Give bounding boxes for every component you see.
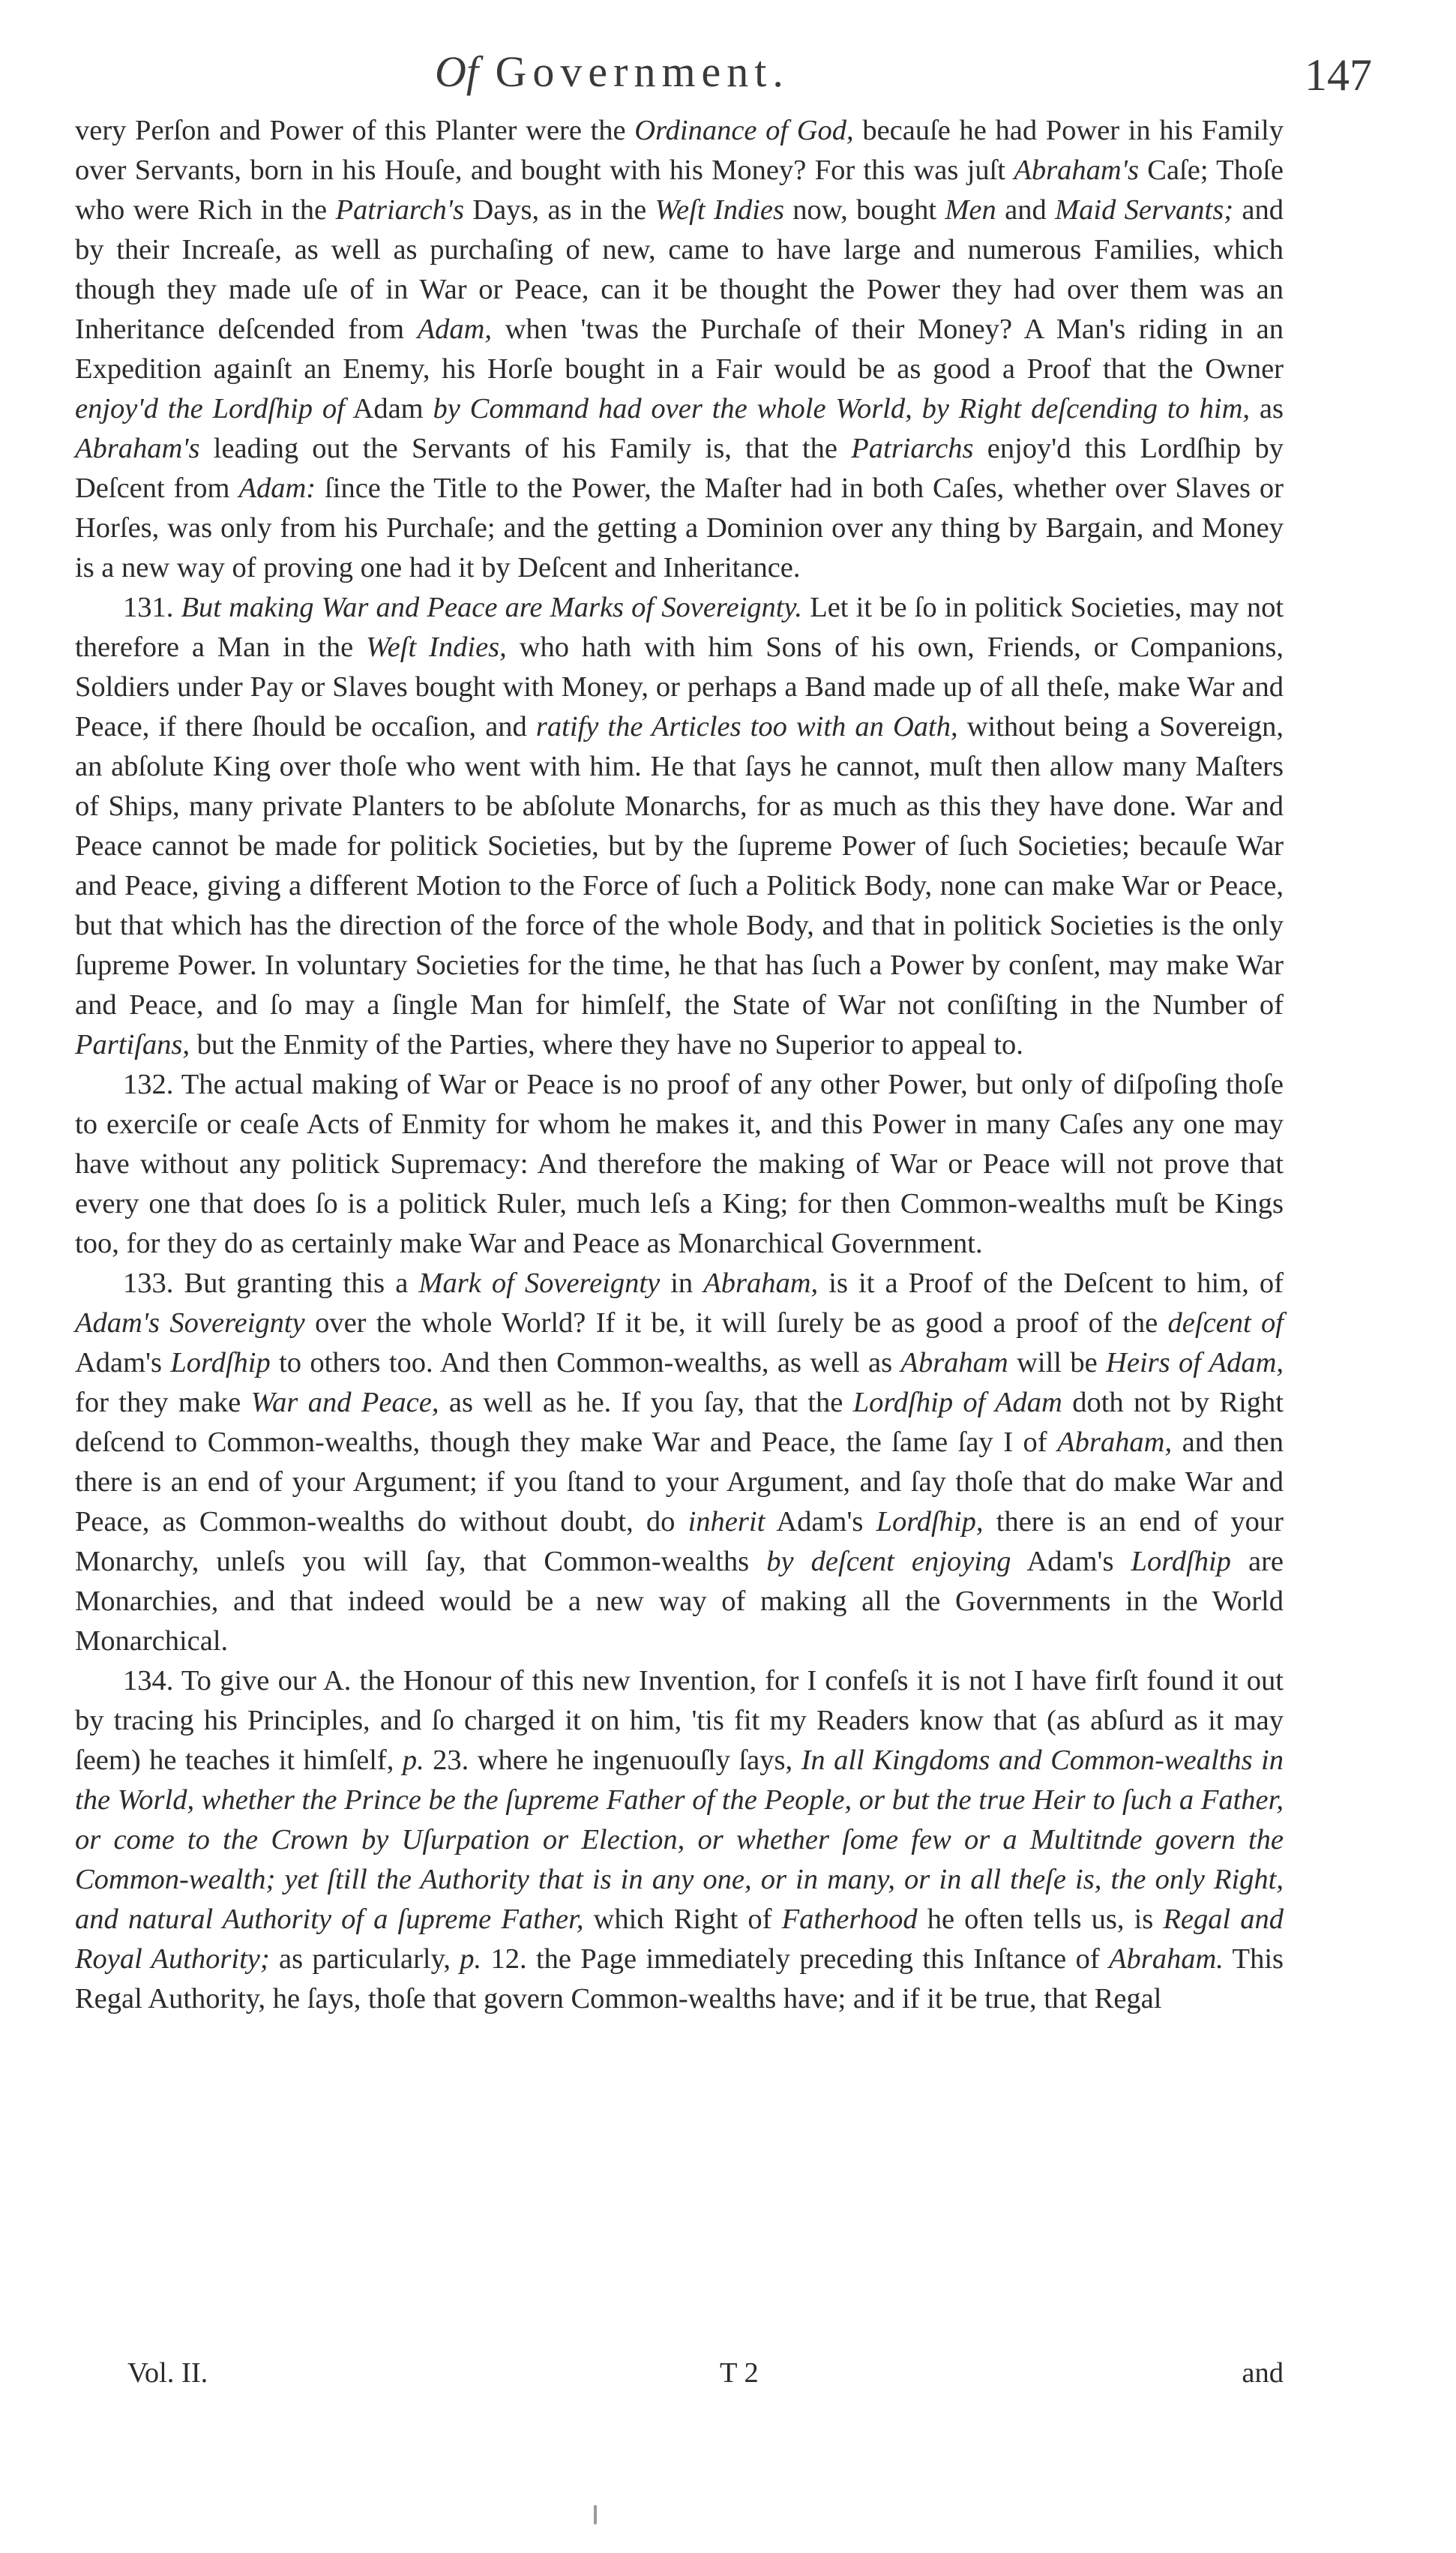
italic-text: by Command had over the whole World, by Right deſcending to him, xyxy=(433,393,1251,424)
text-run: are Monarchies, and that indeed would be a new way of making all the Governments in the World Monarchical. xyxy=(75,1546,1284,1657)
catchword: and xyxy=(1242,2357,1284,2389)
italic-text: deſcent of xyxy=(1167,1307,1284,1339)
text-run: and by their Increaſe, as well as purchaſing of new, came to have large and numerous Families, which though they made uſe of in War or Peace, can it be thought the Power they had over them was an Inheritance deſcended from xyxy=(75,194,1284,345)
text-run: who hath with him Sons of his own, Friends, or Companions, Soldiers under Pay or Slaves bought with Money, or perhaps a Band made up of all theſe, make War and Peace, if there ſhould be occaſion, and xyxy=(75,632,1284,742)
text-run: 12. the Page immediately preceding this Inſtance of xyxy=(481,1943,1109,1975)
text-run: Caſe; Thoſe who were Rich in the xyxy=(75,154,1284,226)
italic-text: Abraham's xyxy=(75,433,200,464)
italic-text: In all Kingdoms and Common-wealths in the World, whether the Prince be the ſupreme Father of the People, or but the true Heir to ſuch a Father, or come to the Crown by Uſurpation or Election, or whether ſome few or a Multitnde govern the Common-wealth; yet ſtill the Authority that is in any one, or in many, or in all theſe is, the only Right, and natural Authority of a ſupreme Father, xyxy=(75,1744,1284,1935)
italic-text: Patriarch's xyxy=(335,194,465,226)
text-run: ſince the Title to the Power, the Maſter had in both Caſes, whether over Slaves or Horſes, was only from his Purchaſe; and the getting a Dominion over any thing by Bargain, and Money is a new way of proving one had it by Deſcent and Inheritance. xyxy=(75,472,1284,584)
text-run: This Regal Authority, he ſays, thoſe that govern Common-wealths have; and if it be true, that Regal xyxy=(75,1943,1284,2014)
text-run: Let it be ſo in politick Societies, may not therefore a Man in the xyxy=(75,592,1284,663)
text-run: Adam's xyxy=(75,1347,171,1378)
page-footer xyxy=(127,2354,1284,2396)
italic-text: Patriarchs xyxy=(851,433,974,464)
text-run: in xyxy=(660,1268,704,1299)
text-run: as well as he. If you ſay, that the xyxy=(439,1387,853,1418)
text-run: doth not by Right deſcend to Common-wealths, though they make War and Peace, the ſame ſay I of xyxy=(75,1387,1284,1458)
italic-text: Abraham. xyxy=(1108,1943,1224,1975)
continuation-paragraph xyxy=(75,111,1284,588)
text-run: leading out the Servants of his Family is, that the xyxy=(199,433,852,464)
italic-text: p. xyxy=(402,1744,424,1776)
text-run: becauſe he had Power in his Family over Servants, born in his Houſe, and bought with his Money? For this was juſt xyxy=(75,115,1284,186)
italic-text: Weſt Indies xyxy=(655,194,784,226)
signature-mark: T 2 xyxy=(720,2357,759,2389)
italic-text: Abraham, xyxy=(1057,1426,1173,1458)
italic-text: Lordſhip, xyxy=(876,1506,984,1538)
text-run: he often tells us, is xyxy=(917,1904,1164,1935)
italic-text: inherit xyxy=(688,1506,765,1538)
italic-text: Partiſans, xyxy=(75,1029,190,1060)
text-run: for they make xyxy=(75,1387,251,1418)
italic-text: Lordſhip xyxy=(1131,1546,1231,1577)
text-run: as xyxy=(1250,393,1284,424)
text-run: there is an end of your Monarchy, unleſs you will ſay, that Common-wealths xyxy=(75,1506,1284,1577)
text-run: 132. The actual making of War or Peace is no proof of any other Power, but only of diſpoſing thoſe to exerciſe or ceaſe Acts of Enmity for whom he makes it, and this Power in many Caſes any one may have without any politick Supremacy: And therefore the making of War or Peace will not prove that every one that does ſo is a politick Ruler, much leſs a King; for then Common-wealths muſt be Kings too, for they do as certainly make War and Peace as Monarchical Government. xyxy=(75,1069,1284,1259)
running-head-of: Of xyxy=(435,47,478,96)
italic-text: Fatherhood xyxy=(781,1904,918,1935)
italic-text: Regal and Royal Authority; xyxy=(75,1904,1284,1975)
text-run: Adam's xyxy=(1011,1546,1131,1577)
italic-text: Adam: xyxy=(238,472,316,504)
text-run: Days, as in the xyxy=(464,194,655,226)
italic-text: But making War and Peace are Marks of Sovereignty. xyxy=(181,592,803,623)
italic-text: Abraham, xyxy=(703,1268,819,1299)
italic-text: enjoy'd the Lordſhip of xyxy=(75,393,345,424)
text-run: 133. But granting this a xyxy=(123,1268,419,1299)
section-paragraph xyxy=(75,1264,1284,1661)
text-run: now, bought xyxy=(783,194,945,226)
text-run: and then there is an end of your Argument; if you ſtand to your Argument, and ſay thoſe that do make War and Peace, as Common-wealths do without doubt, do xyxy=(75,1426,1284,1538)
text-run: 134. To give our A. the Honour of this new Invention, for I confeſs it is not I have firſt found it out by tracing his Principles, and ſo charged it on him, 'tis fit my Readers know that (as abſurd as it may ſeem) he teaches it himſelf, xyxy=(75,1665,1284,1776)
italic-text: Weſt Indies, xyxy=(366,632,507,663)
italic-text: Maid Servants; xyxy=(1055,194,1234,226)
text-run: will be xyxy=(1008,1347,1107,1378)
italic-text: Lordſhip xyxy=(170,1347,271,1378)
italic-text: Abraham xyxy=(900,1347,1008,1378)
italic-text: Abraham's xyxy=(1014,154,1139,186)
running-head xyxy=(435,46,960,97)
text-run: very Perſon and Power of this Planter were the xyxy=(75,115,635,146)
text-run: 23. where he ingenuouſly ſays, xyxy=(424,1744,801,1776)
italic-text: Heirs of Adam, xyxy=(1106,1347,1284,1378)
italic-text: Adam's Sovereignty xyxy=(75,1307,305,1339)
italic-text: ratify the Articles too with an Oath, xyxy=(535,711,958,742)
ink-mark xyxy=(594,2505,597,2524)
text-run: without being a Sovereign, an abſolute King over thoſe who went with him. He that ſays he cannot, muſt then allow many Maſters of Ships, many private Planters to be abſolute Monarchs, for as much as this they have done. War and Peace cannot be made for politick Societies, but by the ſupreme Power of ſuch Societies; becauſe War and Peace, giving a different Motion to the Force of ſuch a Politick Body, none can make War or Peace, but that which has the direction of the force of the whole Body, and that in politick Societies is the only ſupreme Power. In voluntary Societies for the time, he that has ſuch a Power by conſent, may make War and Peace, and ſo may a ſingle Man for himſelf, the State of War not conſiſting in the Number of xyxy=(75,711,1284,1021)
section-paragraph xyxy=(75,1065,1284,1264)
section-paragraph xyxy=(75,588,1284,1065)
text-run: is it a Proof of the Deſcent to him, of xyxy=(818,1268,1284,1299)
text-run: enjoy'd this Lordſhip by Deſcent from xyxy=(75,433,1284,504)
text-run: as particularly, xyxy=(269,1943,460,1975)
text-run: which Right of xyxy=(583,1904,782,1935)
running-head-title: Government. xyxy=(495,47,789,96)
text-run: to others too. And then Common-wealths, as well as xyxy=(270,1347,901,1378)
page-number: 147 xyxy=(1305,50,1372,100)
text-run: over the whole World? If it be, it will ſurely be as good a proof of the xyxy=(304,1307,1168,1339)
text-run: but the Enmity of the Parties, where they have no Superior to appeal to. xyxy=(189,1029,1023,1060)
italic-text: Lordſhip of Adam xyxy=(852,1387,1062,1418)
italic-text: Mark of Sovereignty xyxy=(418,1268,661,1299)
italic-text: p. xyxy=(460,1943,482,1975)
text-run: Adam xyxy=(344,393,433,424)
volume-label: Vol. II. xyxy=(127,2357,208,2389)
italic-text: War and Peace, xyxy=(250,1387,439,1418)
section-paragraph xyxy=(75,1661,1284,2019)
text-run: when 'twas the Purchaſe of their Money? A Man's riding in an Expedition againſt an Enemy, his Horſe bought in a Fair would be as good a Proof that the Owner xyxy=(75,314,1284,385)
italic-text: Ordinance of God, xyxy=(634,115,854,146)
text-run: Adam's xyxy=(765,1506,876,1538)
italic-text: by deſcent enjoying xyxy=(766,1546,1011,1577)
italic-text: Adam, xyxy=(417,314,493,345)
body-text xyxy=(75,111,1284,2019)
text-run: 131. xyxy=(123,592,181,623)
italic-text: Men xyxy=(945,194,996,226)
text-run: and xyxy=(996,194,1056,226)
